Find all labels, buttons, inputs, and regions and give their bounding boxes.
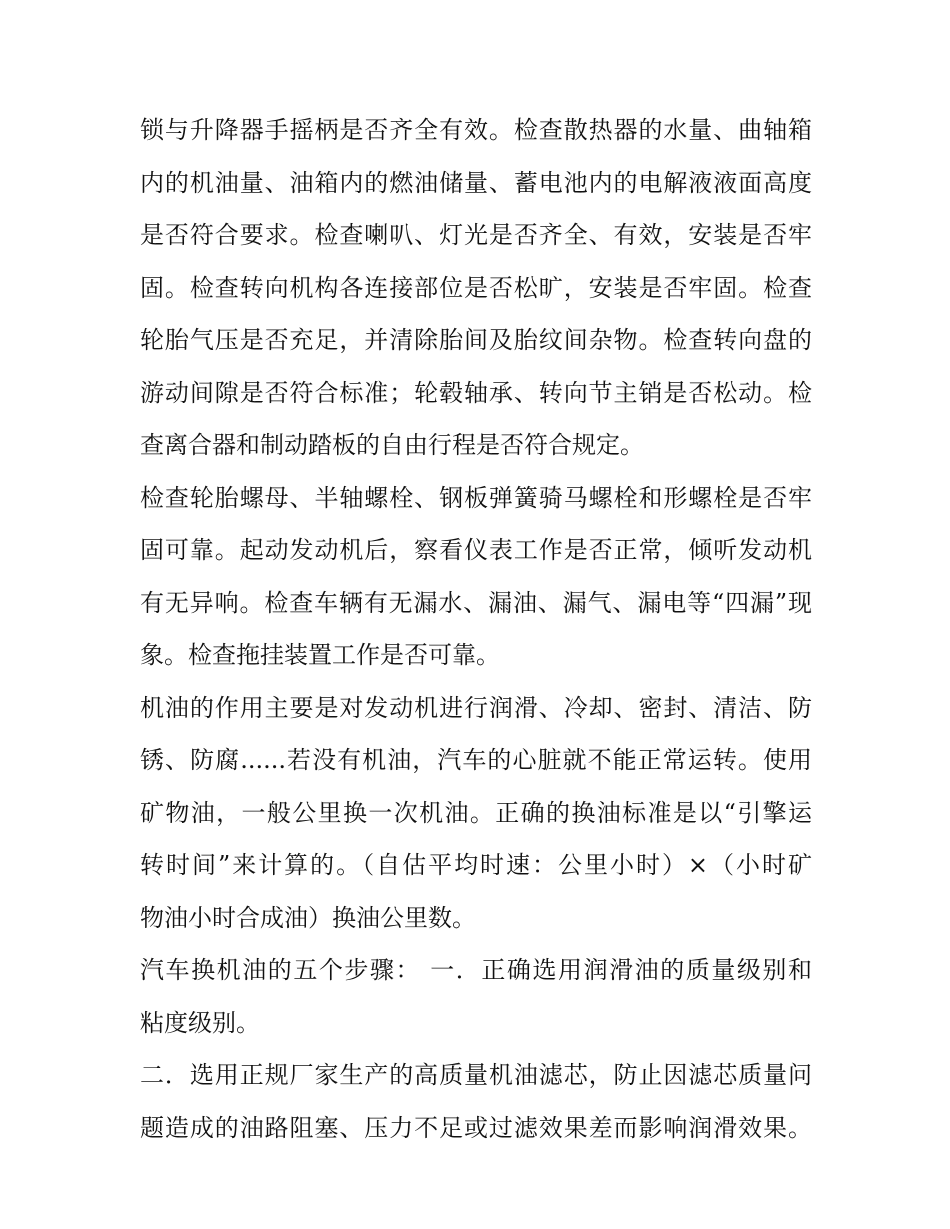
text-line: 题造成的油路阻塞、压力不足或过滤效果差而影响润滑效果。 (140, 1113, 812, 1142)
text-line: 固。检查转向机构各连接部位是否松旷，安装是否牢固。检查 (140, 273, 812, 302)
text-line: 锁与升降器手摇柄是否齐全有效。检查散热器的水量、曲轴箱 (140, 116, 812, 144)
text-line: 固可靠。起动发动机后，察看仪表工作是否正常，倾听发动机 (140, 536, 812, 564)
text-line: 二．选用正规厂家生产的高质量机油滤芯，防止因滤芯质量问 (140, 1061, 812, 1089)
paragraph-engine-oil-function (140, 682, 812, 945)
text-line: 象。检查拖挂装置工作是否可靠。 (140, 641, 500, 669)
text-line: 物油小时合成油）换油公里数。 (140, 903, 476, 932)
text-line: 内的机油量、油箱内的燃油储量、蓄电池内的电解液液面高度 (140, 168, 812, 197)
text-line: 转时间”来计算的。（自估平均时速：公里小时）×（小时矿 (140, 851, 812, 879)
text-line: 查离合器和制动踏板的自由行程是否符合规定。 (140, 431, 644, 459)
paragraph-oil-change-step-two (140, 1049, 812, 1154)
text-line: 有无异响。检查车辆有无漏水、漏油、漏气、漏电等“四漏”现 (140, 588, 812, 617)
text-line: 机油的作用主要是对发动机进行润滑、冷却、密封、清洁、防 (140, 693, 812, 722)
paragraph-oil-change-step-one (140, 944, 812, 1049)
text-line: 锈、防腐......若没有机油，汽车的心脏就不能正常运转。使用 (140, 746, 812, 774)
text-line: 粘度级别。 (140, 1008, 260, 1037)
text-line: 轮胎气压是否充足，并清除胎间及胎纹间杂物。检查转向盘的 (140, 326, 812, 354)
text-line: 游动间隙是否符合标准；轮毂轴承、转向节主销是否松动。检 (140, 378, 812, 407)
paragraph-bolts-and-engine-check (140, 472, 812, 682)
text-line: 矿物油，一般公里换一次机油。正确的换油标准是以“引擎运 (140, 798, 812, 827)
paragraph-pre-drive-inspection (140, 104, 812, 472)
text-line: 是否符合要求。检查喇叭、灯光是否齐全、有效，安装是否牢 (140, 221, 812, 249)
text-line: 检查轮胎螺母、半轴螺栓、钢板弹簧骑马螺栓和形螺栓是否牢 (140, 483, 812, 512)
text-line: 汽车换机油的五个步骤： 一．正确选用润滑油的质量级别和 (140, 956, 812, 984)
document-page (140, 104, 812, 1154)
